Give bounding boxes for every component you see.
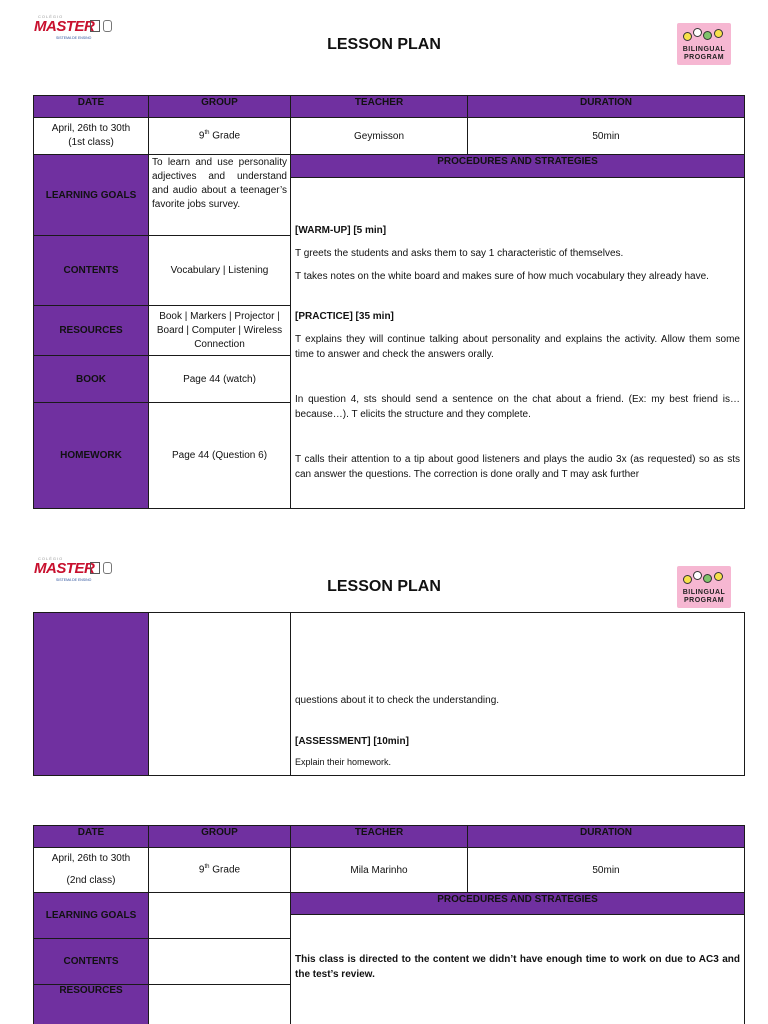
procedures-header: PROCEDURES AND STRATEGIES bbox=[291, 155, 745, 178]
label-resources-2: RESOURCES bbox=[34, 985, 149, 1024]
crest-icon bbox=[103, 20, 112, 32]
warmup-heading: [WARM-UP] [5 min] bbox=[295, 225, 387, 236]
school-logo-word: MASTER bbox=[34, 18, 95, 35]
bilingual-program-logo: BILINGUAL PROGRAM bbox=[677, 566, 731, 608]
group-value-2: 9th Grade bbox=[149, 848, 291, 893]
continued-empty-cell bbox=[149, 613, 291, 776]
page-header-2 bbox=[0, 542, 768, 602]
homework-value: Page 44 (Question 6) bbox=[149, 403, 291, 509]
header-date: DATE bbox=[34, 96, 149, 118]
header-teacher: TEACHER bbox=[291, 96, 468, 118]
kids-icon bbox=[683, 27, 725, 43]
resources-value: Book | Markers | Projector | Board | Computer | Wireless Connection bbox=[149, 306, 291, 356]
lesson-plan-table-2: DATE GROUP TEACHER DURATION April, 26th to 30th (2nd class) 9th Grade Mila Marinho 50min LEARNING GOALS PROCEDURES AND STRATEGIES This class is directed to the content we didn’t have enough time to work on due to AC3 and the test’s review. CONTENTS RESOURCES bbox=[33, 825, 745, 1024]
school-logo: COLÉGIO MASTER SISTEMA DE ENSINO bbox=[34, 14, 114, 42]
seal-icon bbox=[90, 562, 100, 574]
page-header bbox=[0, 0, 768, 60]
procedures-content-2: This class is directed to the content we didn’t have enough time to work on due to AC3 and the test’s review. bbox=[291, 915, 745, 1024]
date-value-2: April, 26th to 30th (2nd class) bbox=[34, 848, 149, 893]
continued-side-cell bbox=[34, 613, 149, 776]
page-title: LESSON PLAN bbox=[327, 578, 441, 595]
procedures-header-2: PROCEDURES AND STRATEGIES bbox=[291, 893, 745, 915]
practice-heading: [PRACTICE] [35 min] bbox=[295, 311, 394, 322]
contents-value: Vocabulary | Listening bbox=[149, 236, 291, 306]
contents-value-2 bbox=[149, 939, 291, 985]
learning-goals-value-2 bbox=[149, 893, 291, 939]
label-learning-goals-2: LEARNING GOALS bbox=[34, 893, 149, 939]
procedures-continued: questions about it to check the understanding. [ASSESSMENT] [10min] Explain their homework. bbox=[291, 613, 745, 776]
header-duration: DURATION bbox=[468, 96, 745, 118]
bilingual-program-logo: BILINGUAL PROGRAM bbox=[677, 23, 731, 65]
header-group: GROUP bbox=[149, 96, 291, 118]
lesson-plan-table-1-continued bbox=[33, 612, 745, 776]
book-value: Page 44 (watch) bbox=[149, 356, 291, 403]
label-homework: HOMEWORK bbox=[34, 403, 149, 509]
label-learning-goals: LEARNING GOALS bbox=[34, 155, 149, 236]
date-value: April, 26th to 30th (1st class) bbox=[34, 118, 149, 155]
duration-value-2: 50min bbox=[468, 848, 745, 893]
duration-value: 50min bbox=[468, 118, 745, 155]
kids-icon bbox=[683, 570, 725, 586]
seal-icon bbox=[90, 20, 100, 32]
school-logo: COLÉGIO MASTER SISTEMA DE ENSINO bbox=[34, 556, 114, 584]
label-contents: CONTENTS bbox=[34, 236, 149, 306]
label-contents-2: CONTENTS bbox=[34, 939, 149, 985]
crest-icon bbox=[103, 562, 112, 574]
procedures-content: [WARM-UP] [5 min] T greets the students and asks them to say 1 characteristic of themselves. T takes notes on the white board and makes sure of how much vocabulary they already have. [PRACTICE] [35 min] T explains they will continue talking about personality and explains the activity. Allow them some time to answer and check the answers orally. In question 4, sts should send a sentence on the chat about a friend. (Ex: my best friend is… because…). T elicits the structure and they complete. T calls their attention to a tip about good listeners and plays the audio 3x (as requested) so as sts can answer the questions. The correction is done orally and T may ask further bbox=[291, 178, 745, 509]
lesson-plan-table-1 bbox=[33, 95, 745, 509]
learning-goals-value: To learn and use personality adjectives and understand and audio about a teenager’s favorite jobs survey. bbox=[149, 155, 291, 236]
page-title: LESSON PLAN bbox=[327, 36, 441, 53]
label-book: BOOK bbox=[34, 356, 149, 403]
resources-value-2 bbox=[149, 985, 291, 1024]
teacher-value: Geymisson bbox=[291, 118, 468, 155]
assessment-heading: [ASSESSMENT] [10min] bbox=[295, 736, 409, 747]
group-value: 9th Grade bbox=[149, 118, 291, 155]
teacher-value-2: Mila Marinho bbox=[291, 848, 468, 893]
label-resources: RESOURCES bbox=[34, 306, 149, 356]
